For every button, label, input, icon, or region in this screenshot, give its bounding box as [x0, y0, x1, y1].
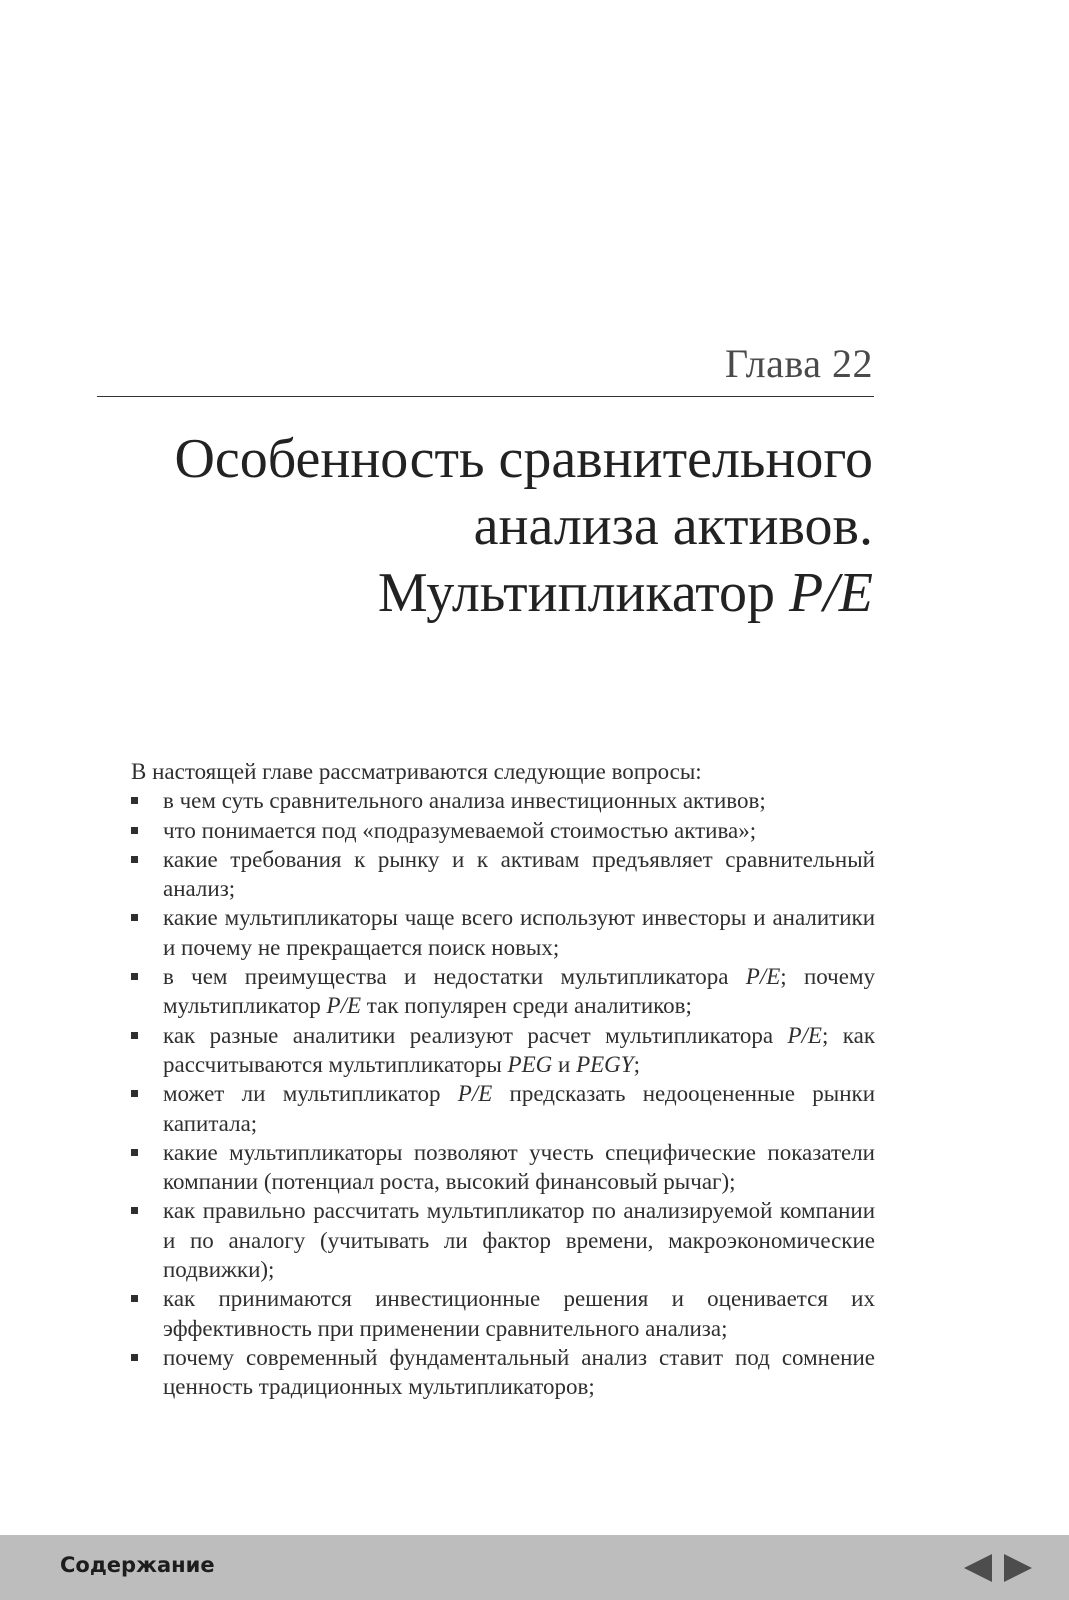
- question-text: ;: [633, 1051, 640, 1077]
- question-item: [131, 1196, 875, 1284]
- chapter-title-italic: P/E: [789, 562, 873, 624]
- bullet-square-icon: [131, 797, 138, 804]
- questions-intro: В настоящей главе рассматриваются следующие вопросы:: [131, 759, 702, 784]
- question-text: и: [552, 1051, 577, 1077]
- bullet-square-icon: [131, 1149, 138, 1156]
- question-item: [131, 1079, 875, 1138]
- question-item: [131, 786, 875, 815]
- bullet-square-icon: [131, 856, 138, 863]
- question-item: [131, 903, 875, 962]
- next-page-button[interactable]: [1001, 1551, 1035, 1585]
- bullet-square-icon: [131, 1207, 138, 1214]
- reader-footer-bar: [0, 1535, 1069, 1600]
- question-text: как принимаются инвестиционные решения и оценивается их эффективность при применении сравнительного анализа;: [163, 1286, 875, 1341]
- question-text: в чем суть сравнительного анализа инвестиционных активов;: [163, 788, 766, 814]
- bullet-square-icon: [131, 827, 138, 834]
- question-term: PEG: [507, 1051, 553, 1077]
- chapter-title-line: Особенность сравнительного: [174, 428, 873, 490]
- question-text: какие мультипликаторы чаще всего используют инвесторы и аналитики и почему не прекращается поиск новых;: [163, 905, 875, 960]
- question-item: [131, 1284, 875, 1343]
- question-item: [131, 1021, 875, 1080]
- bullet-square-icon: [131, 914, 138, 921]
- question-text: что понимается под «подразумеваемой стоимостью актива»;: [163, 817, 757, 843]
- question-item: [131, 962, 875, 1021]
- chapter-divider: [97, 396, 874, 397]
- question-item: [131, 816, 875, 845]
- bullet-square-icon: [131, 1354, 138, 1361]
- question-item: [131, 1138, 875, 1197]
- question-text: как правильно рассчитать мультипликатор по анализируемой компании и по аналогу (учитывать ли фактор времени, макроэкономические подвижки);: [163, 1198, 875, 1283]
- chapter-questions: [131, 757, 875, 1402]
- question-text: почему современный фундаментальный анализ ставит под сомнение ценность традиционных мультипликаторов;: [163, 1344, 875, 1400]
- triangle-right-icon: [1002, 1552, 1034, 1584]
- chapter-number: Глава 22: [725, 341, 873, 386]
- question-term: P/E: [787, 1022, 822, 1048]
- question-text: какие требования к рынку и к активам предъявляет сравнительный анализ;: [163, 846, 875, 902]
- question-item: [131, 1343, 875, 1402]
- chapter-title-line: анализа активов.: [473, 495, 873, 557]
- question-text: в чем преимущества и недостатки мультипликатора: [163, 964, 746, 990]
- question-text: как разные аналитики реализуют расчет мультипликатора: [163, 1022, 788, 1048]
- table-of-contents-link[interactable]: Содержание: [60, 1553, 215, 1577]
- question-term: P/E: [745, 964, 781, 990]
- bullet-square-icon: [131, 1032, 138, 1039]
- question-text: какие мультипликаторы позволяют учесть специфические показатели компании (потенциал роста, высокий финансовый рычаг);: [163, 1139, 875, 1195]
- question-item: [131, 845, 875, 904]
- chapter-title-text: Мультипликатор: [377, 562, 790, 624]
- question-text: предсказать недооцененные рынки капитала;: [163, 1081, 875, 1136]
- questions-list: [131, 786, 875, 1401]
- question-text: ; как рассчитываются мультипликаторы: [163, 1022, 875, 1077]
- question-text: ; почему мультипликатор: [163, 964, 876, 1019]
- question-text: так популярен среди аналитиков;: [361, 993, 692, 1019]
- chapter-title: [113, 426, 873, 627]
- prev-page-button[interactable]: [961, 1551, 995, 1585]
- bullet-square-icon: [131, 1295, 138, 1302]
- chapter-title-line: [113, 560, 873, 627]
- question-text: может ли мультипликатор: [163, 1081, 458, 1107]
- question-term: PEGY: [576, 1051, 634, 1077]
- question-term: P/E: [457, 1081, 493, 1107]
- page-navigation: [961, 1551, 1035, 1585]
- bullet-square-icon: [131, 1090, 138, 1097]
- question-term: P/E: [326, 993, 362, 1019]
- triangle-left-icon: [962, 1552, 994, 1584]
- bullet-square-icon: [131, 973, 138, 980]
